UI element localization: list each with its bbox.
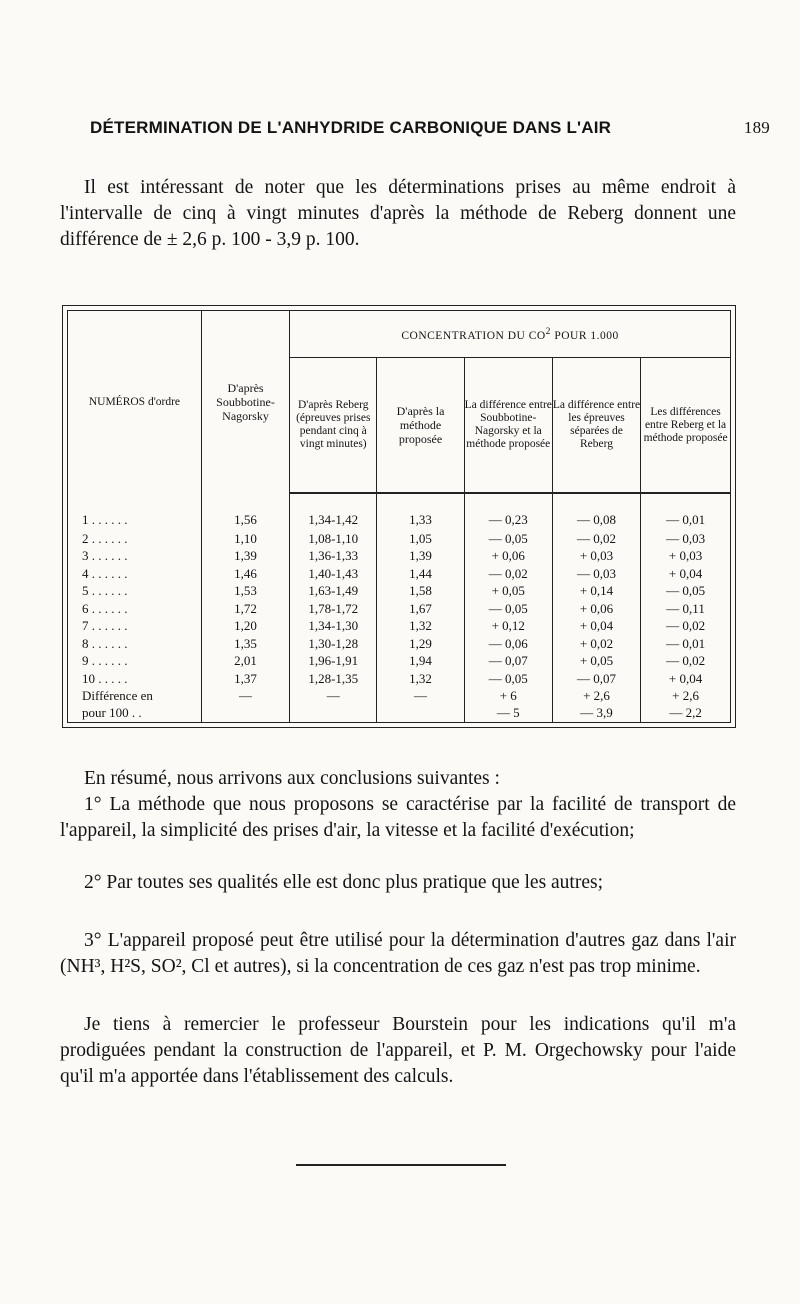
table-cell: 2 . . . . . . bbox=[68, 530, 201, 547]
col-header-diff-soubbotine: La différence entre Soubbotine-Nagorsky et la méthode proposée bbox=[464, 358, 552, 494]
table-row bbox=[68, 705, 730, 723]
table-cell: 1,72 bbox=[201, 600, 289, 617]
table-cell: 1,56 bbox=[201, 493, 289, 530]
table-cell: — 0,02 bbox=[666, 618, 706, 634]
conclusion-2: 2° Par toutes ses qualités elle est donc plus pratique que les autres; bbox=[84, 872, 604, 893]
table-cell: — 2,2 bbox=[669, 704, 702, 720]
col-header-diff-reberg: La différence entre les épreuves séparées de Reberg bbox=[552, 358, 640, 494]
table-cell: + 0,05 bbox=[552, 652, 640, 669]
table-cell: 1,53 bbox=[201, 582, 289, 599]
table-cell: — 0,23 bbox=[464, 493, 552, 530]
table-cell: — 0,06 bbox=[464, 635, 552, 652]
table-cell: + 2,6 bbox=[672, 688, 699, 703]
table-cell: — bbox=[377, 687, 464, 704]
end-rule bbox=[296, 1164, 506, 1166]
table-cell: + 0,04 bbox=[668, 670, 703, 686]
table-cell: 1,32 bbox=[377, 670, 464, 687]
table-cell: + 0,04 bbox=[668, 565, 703, 581]
table-cell: 1,58 bbox=[377, 582, 464, 599]
table-row bbox=[68, 600, 730, 617]
table-cell: 7 . . . . . . bbox=[68, 617, 201, 634]
table-cell: + 0,14 bbox=[552, 582, 640, 599]
table-cell: — 0,02 bbox=[464, 565, 552, 582]
table-cell: + 0,05 bbox=[464, 582, 552, 599]
table-row bbox=[68, 565, 730, 582]
table-cell: 1,34-1,42 bbox=[290, 493, 377, 530]
table-row bbox=[68, 652, 730, 669]
acknowledgement-paragraph: Je tiens à remercier le professeur Bourstein pour les indications qu'il m'a prodiguées pendant la construction de l'appareil, et P. M. Orgechowsky pour l'aide qu'il m'a apportée dans l'établissement des calculs. bbox=[60, 1014, 736, 1087]
table-cell: 1,10 bbox=[201, 530, 289, 547]
table-cell: 1,29 bbox=[377, 635, 464, 652]
group-header-text: CONCENTRATION DU CO bbox=[401, 329, 546, 342]
table-cell: 6 . . . . . . bbox=[68, 600, 201, 617]
table-cell: 1,40-1,43 bbox=[290, 565, 377, 582]
table-cell: + 0,12 bbox=[464, 617, 552, 634]
table-cell: — 0,02 bbox=[552, 530, 640, 547]
table-cell: 8 . . . . . . bbox=[68, 635, 201, 652]
table-cell bbox=[377, 705, 464, 723]
table-cell: 1,20 bbox=[201, 617, 289, 634]
table-row bbox=[68, 687, 730, 704]
table-cell: — bbox=[201, 687, 289, 704]
table-cell: 1,35 bbox=[201, 635, 289, 652]
running-header bbox=[90, 118, 770, 138]
col-header-diff-methode: Les différences entre Reberg et la méthode proposée bbox=[641, 358, 730, 494]
table-row bbox=[68, 670, 730, 687]
group-header-suffix: POUR 1.000 bbox=[550, 329, 619, 342]
col-header-soubbotine: D'après Soubbotine-Nagorsky bbox=[201, 311, 289, 493]
table-cell: 9 . . . . . . bbox=[68, 652, 201, 669]
table-cell: 1,39 bbox=[377, 547, 464, 564]
table-cell: — 0,08 bbox=[552, 493, 640, 530]
table-cell: — 0,11 bbox=[666, 600, 705, 616]
data-table-inner bbox=[67, 310, 731, 723]
table-row bbox=[68, 547, 730, 564]
table-cell: — 0,05 bbox=[464, 670, 552, 687]
table-cell: 1,39 bbox=[201, 547, 289, 564]
table-cell: 1,94 bbox=[377, 652, 464, 669]
data-table-frame bbox=[62, 305, 736, 728]
summary-paragraph: En résumé, nous arrivons aux conclusions suivantes : bbox=[84, 768, 500, 789]
table-cell: 1,67 bbox=[377, 600, 464, 617]
table-row bbox=[68, 635, 730, 652]
table-cell: 1,37 bbox=[201, 670, 289, 687]
col-header-numeros: NUMÉROS d'ordre bbox=[68, 311, 201, 493]
table-cell: 1,28-1,35 bbox=[290, 670, 377, 687]
conclusion-3: 3° L'appareil proposé peut être utilisé pour la détermination d'autres gaz dans l'air (NH³, H²S, SO², Cl et autres), si la concentration de ces gaz n'est pas trop minime. bbox=[60, 930, 736, 977]
table-cell: + 0,03 bbox=[668, 548, 703, 564]
table-cell: 1,46 bbox=[201, 565, 289, 582]
intro-paragraph: Il est intéressant de noter que les déterminations prises au même endroit à l'intervalle de cinq à vingt minutes d'après la méthode de Reberg donnent une différence de ± 2,6 p. 100 - 3,9 p. 100. bbox=[60, 177, 736, 250]
table-cell: 1,44 bbox=[377, 565, 464, 582]
table-cell: + 6 bbox=[464, 687, 552, 704]
table-row bbox=[68, 582, 730, 599]
co2-concentration-table bbox=[68, 311, 730, 722]
table-cell: — 5 bbox=[464, 705, 552, 723]
table-cell: — 0,05 bbox=[464, 600, 552, 617]
table-cell: 1,63-1,49 bbox=[290, 582, 377, 599]
table-cell: — 3,9 bbox=[552, 705, 640, 723]
group-header-sup: 2 bbox=[545, 326, 551, 338]
table-cell: + 0,03 bbox=[552, 547, 640, 564]
table-cell: + 0,04 bbox=[552, 617, 640, 634]
table-cell: 1,30-1,28 bbox=[290, 635, 377, 652]
table-row bbox=[68, 530, 730, 547]
table-cell: pour 100 . . bbox=[68, 705, 201, 723]
page-number: 189 bbox=[743, 118, 770, 137]
col-header-reberg: D'après Reberg (épreuves prises pendant cinq à vingt minutes) bbox=[290, 358, 377, 494]
table-cell: — 0,07 bbox=[552, 670, 640, 687]
conclusion-1: 1° La méthode que nous proposons se caractérise par la facilité de transport de l'appareil, la simplicité des prises d'air, la vitesse et la facilité d'exécution; bbox=[60, 794, 736, 841]
table-row bbox=[68, 493, 730, 530]
table-cell: 3 . . . . . . bbox=[68, 547, 201, 564]
table-cell: 1,32 bbox=[377, 617, 464, 634]
table-cell: + 0,06 bbox=[552, 600, 640, 617]
table-cell: 2,01 bbox=[201, 652, 289, 669]
table-cell: 1,08-1,10 bbox=[290, 530, 377, 547]
table-cell: — 0,05 bbox=[464, 530, 552, 547]
table-body bbox=[68, 493, 730, 722]
table-cell: 1,34-1,30 bbox=[290, 617, 377, 634]
table-cell bbox=[201, 705, 289, 723]
table-cell: 1 . . . . . . bbox=[68, 493, 201, 530]
table-cell: — 0,02 bbox=[666, 653, 706, 669]
header-title: DÉTERMINATION DE L'ANHYDRIDE CARBONIQUE DANS L'AIR bbox=[90, 118, 612, 137]
table-cell: — 0,07 bbox=[464, 652, 552, 669]
table-cell: — 0,05 bbox=[666, 583, 706, 599]
table-cell: 1,05 bbox=[377, 530, 464, 547]
table-cell: + 0,06 bbox=[464, 547, 552, 564]
table-cell: + 0,02 bbox=[552, 635, 640, 652]
table-cell: + 2,6 bbox=[552, 687, 640, 704]
table-cell: — bbox=[290, 687, 377, 704]
table-cell: 1,78-1,72 bbox=[290, 600, 377, 617]
table-cell: — 0,03 bbox=[552, 565, 640, 582]
table-cell: 4 . . . . . . bbox=[68, 565, 201, 582]
table-cell: Différence en bbox=[68, 687, 201, 704]
table-cell: — 0,01 bbox=[666, 635, 706, 651]
group-header-concentration bbox=[290, 311, 730, 358]
table-cell: 1,33 bbox=[377, 493, 464, 530]
table-cell: 10 . . . . . bbox=[68, 670, 201, 687]
table-cell: 1,96-1,91 bbox=[290, 652, 377, 669]
table-cell: 1,36-1,33 bbox=[290, 547, 377, 564]
table-cell: — 0,03 bbox=[666, 530, 706, 546]
table-row bbox=[68, 617, 730, 634]
col-header-methode: D'après la méthode proposée bbox=[377, 358, 464, 494]
table-cell bbox=[290, 705, 377, 723]
table-cell: 5 . . . . . . bbox=[68, 582, 201, 599]
table-cell: — 0,01 bbox=[666, 512, 706, 528]
